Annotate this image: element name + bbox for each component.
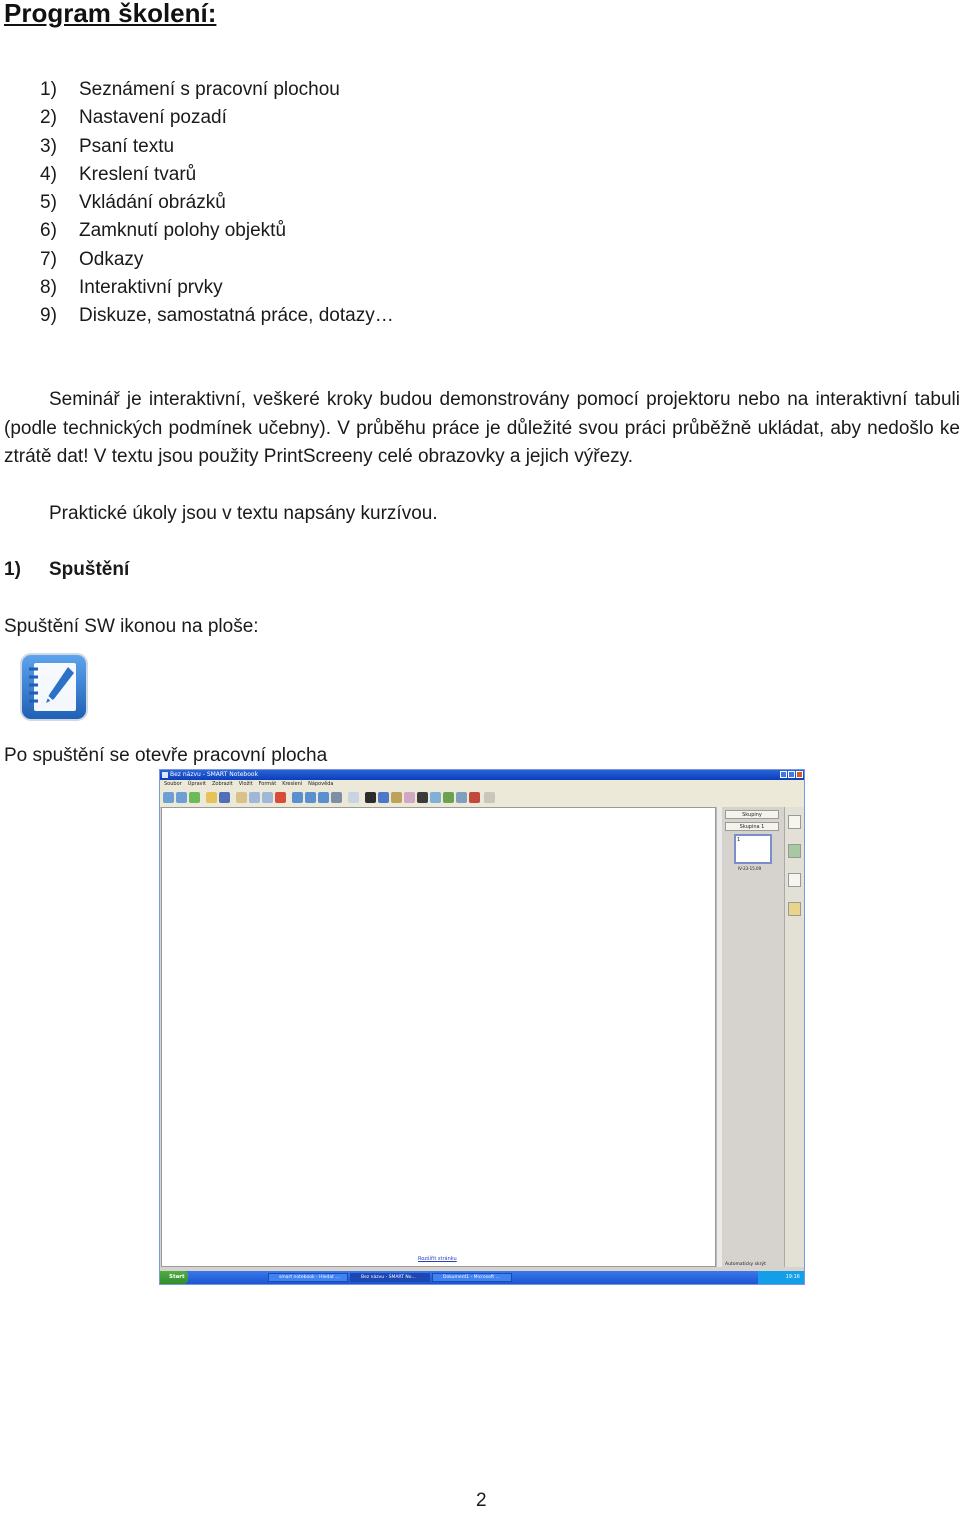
item-text: Interaktivní prvky: [79, 277, 223, 299]
list-item: [40, 161, 394, 189]
menu-bar: [160, 780, 804, 789]
taskbar-item[interactable]: Dokument1 - Microsoft ...: [432, 1273, 512, 1282]
item-text: Psaní textu: [79, 135, 175, 157]
item-text: Zamknutí polohy objektů: [79, 220, 287, 242]
start-button[interactable]: Start: [160, 1271, 188, 1284]
page-sorter-tab-icon[interactable]: [788, 815, 801, 829]
thumbnail-date: IV-23-15.09: [738, 866, 762, 871]
magic-pen-icon[interactable]: [456, 792, 467, 803]
menu-edit[interactable]: Úpravit: [187, 781, 206, 787]
shapes-icon[interactable]: [430, 792, 441, 803]
page-number: 2: [476, 1490, 487, 1511]
item-number: 6): [40, 220, 57, 242]
text-icon[interactable]: [469, 792, 480, 803]
page-thumbnail[interactable]: 1: [734, 834, 772, 864]
open-icon[interactable]: [206, 792, 217, 803]
menu-file[interactable]: Soubor: [164, 781, 182, 787]
item-text: Odkazy: [79, 248, 144, 270]
whiteboard-canvas[interactable]: [161, 807, 716, 1267]
group1-button[interactable]: Skupina 1: [725, 822, 779, 831]
item-number: 1): [40, 79, 57, 100]
list-item: [40, 246, 394, 274]
save-icon[interactable]: [219, 792, 230, 803]
list-item: [40, 104, 394, 132]
section-heading: [4, 556, 129, 584]
item-number: 2): [40, 107, 57, 129]
item-number: 7): [40, 248, 57, 270]
page-title: Program školení:: [4, 0, 217, 28]
screen-shade-icon[interactable]: [292, 792, 303, 803]
taskbar-item[interactable]: smart notebook - Hledat ...: [268, 1273, 348, 1282]
select-icon[interactable]: [365, 792, 376, 803]
launch-text: Spuštění SW ikonou na ploše:: [4, 616, 259, 637]
attachments-tab-icon[interactable]: [788, 873, 801, 887]
item-number: 8): [40, 277, 57, 299]
list-item: [40, 133, 394, 161]
menu-draw[interactable]: Kreslení: [282, 781, 303, 787]
properties-tab-icon[interactable]: [788, 902, 801, 916]
window-title: Bez názvu - SMART Notebook: [170, 771, 259, 778]
taskbar-item[interactable]: Bez názvu - SMART No...: [350, 1273, 430, 1282]
page-sorter: [722, 807, 784, 1267]
table-icon[interactable]: [331, 792, 342, 803]
back-icon[interactable]: [163, 792, 174, 803]
window-titlebar: [160, 770, 804, 780]
side-tabs: [784, 807, 804, 1267]
item-number: 3): [40, 135, 57, 157]
intro-note: Praktické úkoly jsou v textu napsány kurzívou.: [49, 503, 438, 524]
list-item: [40, 76, 394, 104]
menu-insert[interactable]: Vložit: [238, 781, 253, 787]
menu-format[interactable]: Formát: [258, 781, 277, 787]
item-text: Diskuze, samostatná práce, dotazy…: [79, 305, 394, 327]
list-item: [40, 217, 394, 245]
groups-button[interactable]: Skupiny: [725, 810, 779, 819]
pen-icon[interactable]: [378, 792, 389, 803]
undo-icon[interactable]: [249, 792, 260, 803]
grid-icon[interactable]: [348, 792, 359, 803]
delete-icon[interactable]: [275, 792, 286, 803]
paste-icon[interactable]: [236, 792, 247, 803]
item-number: 9): [40, 305, 57, 327]
section-number: 1): [4, 559, 21, 580]
item-number: 4): [40, 163, 57, 185]
gallery-tab-icon[interactable]: [788, 844, 801, 858]
menu-help[interactable]: Nápověda: [308, 781, 334, 787]
section-title: Spuštění: [49, 559, 130, 580]
smart-notebook-screenshot: [159, 769, 805, 1285]
item-text: Vkládání obrázků: [79, 192, 226, 214]
eraser-icon[interactable]: [404, 792, 415, 803]
app-icon: [162, 772, 168, 778]
list-item: [40, 189, 394, 217]
add-page-icon[interactable]: [189, 792, 200, 803]
toolbar-move-icon[interactable]: [484, 792, 495, 803]
creative-pen-icon[interactable]: [391, 792, 402, 803]
toolbar: [160, 789, 804, 808]
display-icon[interactable]: [318, 792, 329, 803]
program-list: [40, 76, 394, 331]
window-buttons: [780, 771, 803, 778]
smart-notebook-icon: [18, 651, 90, 723]
taskbar: [160, 1271, 804, 1284]
minimize-icon[interactable]: [780, 771, 787, 778]
list-item: [40, 302, 394, 330]
full-screen-icon[interactable]: [305, 792, 316, 803]
after-launch-text: Po spuštění se otevře pracovní plocha: [4, 745, 328, 766]
item-text: Nastavení pozadí: [79, 107, 227, 129]
item-text: Seznámení s pracovní plochou: [79, 79, 340, 100]
intro-paragraph: Seminář je interaktivní, veškeré kroky budou demonstrovány pomocí projektoru nebo na interaktivní tabuli (podle technických podmínek učebny). V průběhu práce je důležité svou práci průběžně ukládat, aby nedošlo ke ztrátě dat! V textu jsou použity PrintScreeny celé obrazovky a jejich výřezy.: [4, 389, 960, 467]
redo-icon[interactable]: [262, 792, 273, 803]
fill-icon[interactable]: [443, 792, 454, 803]
item-text: Kreslení tvarů: [79, 163, 197, 185]
close-icon[interactable]: [796, 771, 803, 778]
maximize-icon[interactable]: [788, 771, 795, 778]
line-icon[interactable]: [417, 792, 428, 803]
auto-hide-checkbox[interactable]: Automaticky skrýt: [725, 1262, 766, 1267]
system-clock: 19:16: [758, 1271, 804, 1284]
menu-view[interactable]: Zobrazit: [211, 781, 233, 787]
list-item: [40, 274, 394, 302]
forward-icon[interactable]: [176, 792, 187, 803]
item-number: 5): [40, 192, 57, 214]
extend-page-link[interactable]: Rozšířit stránku: [418, 1256, 457, 1262]
